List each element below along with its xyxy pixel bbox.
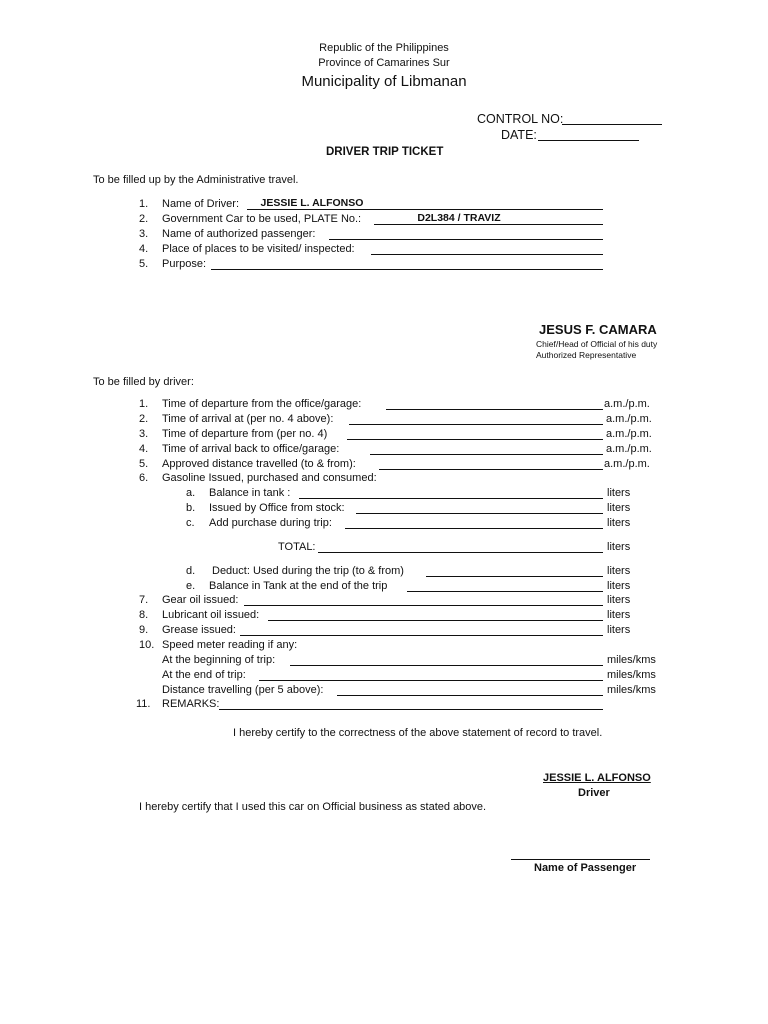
driver-item-num: 5. [139,458,149,470]
purpose-field[interactable] [211,258,603,270]
total-label: TOTAL: [278,541,316,553]
driver-item-num: 2. [139,413,149,425]
admin-item-label: Place of places to be visited/ inspected: [162,243,355,255]
gear-oil-field[interactable] [244,594,603,606]
balance-tank-field[interactable] [299,487,603,499]
driver-item-label: Lubricant oil issued: [162,609,260,621]
driver-item-label: Deduct: Used during the trip (to & from) [212,565,404,577]
arrival-back-field[interactable] [370,443,603,455]
driver-item-num: 3. [139,428,149,440]
meter-begin-field[interactable] [290,654,603,666]
authorizer-role: Authorized Representative [536,350,637,360]
header-province: Province of Camarines Sur [318,57,450,69]
admin-item-label: Name of authorized passenger: [162,228,316,240]
driver-item-label: REMARKS: [162,698,220,710]
header-municipality: Municipality of Libmanan [301,73,467,90]
driver-item-num: a. [186,487,196,499]
driver-certification: I hereby certify to the correctness of the above statement of record to travel. [233,727,603,739]
driver-item-unit: a.m./p.m. [606,428,652,440]
grease-field[interactable] [240,624,603,636]
departure-office-field[interactable] [386,398,603,410]
balance-end-field[interactable] [407,580,603,592]
arrival-field[interactable] [349,413,603,425]
admin-item-num: 1. [139,198,149,210]
driver-item-num: 10. [139,639,155,651]
driver-item-num: d. [186,565,196,577]
driver-item-unit: liters [607,565,631,577]
driver-item-label: Distance travelling (per 5 above): [162,684,324,696]
driver-name-field[interactable] [247,198,603,210]
driver-name-value: JESSIE L. ALFONSO [260,197,364,209]
driver-item-label: Approved distance travelled (to & from): [162,458,356,470]
driver-item-unit: miles/kms [607,669,656,681]
driver-item-label: Time of departure from the office/garage: [162,398,362,410]
date-label: DATE: [501,128,537,142]
lubricant-oil-field[interactable] [268,609,603,621]
driver-item-unit: a.m./p.m. [604,458,650,470]
admin-item-num: 4. [139,243,149,255]
plate-no-field[interactable] [374,213,603,225]
driver-item-label: Issued by Office from stock: [209,502,345,514]
driver-item-label: Gasoline Issued, purchased and consumed: [162,472,377,484]
driver-signature-name: JESSIE L. ALFONSO [543,772,651,784]
admin-item-num: 2. [139,213,149,225]
driver-item-label: Grease issued: [162,624,236,636]
driver-item-num: 6. [139,472,149,484]
driver-item-unit: miles/kms [607,684,656,696]
departure-from-field[interactable] [347,428,603,440]
header-republic: Republic of the Philippines [319,42,449,54]
distance-field[interactable] [379,458,603,470]
driver-item-num: c. [186,517,195,529]
driver-item-unit: liters [607,487,631,499]
admin-intro: To be filled up by the Administrative travel. [93,174,299,186]
driver-item-unit: a.m./p.m. [604,398,650,410]
driver-item-label: Balance in Tank at the end of the trip [209,580,388,592]
driver-item-unit: miles/kms [607,654,656,666]
admin-item-label: Purpose: [162,258,207,270]
driver-item-unit: liters [607,580,631,592]
date-field[interactable] [538,129,639,141]
driver-signature-role: Driver [578,787,610,799]
driver-item-label: Time of arrival back to office/garage: [162,443,340,455]
driver-item-unit: liters [607,502,631,514]
driver-item-num: 7. [139,594,149,606]
driver-item-num: 11. [136,698,151,710]
remarks-field[interactable] [219,698,603,710]
admin-item-label: Name of Driver: [162,198,240,210]
driver-intro: To be filled by driver: [93,376,194,388]
driver-item-num: e. [186,580,196,592]
meter-end-field[interactable] [259,669,603,681]
driver-item-unit: liters [607,541,631,553]
driver-item-num: b. [186,502,196,514]
driver-item-label: At the end of trip: [162,669,246,681]
driver-item-num: 1. [139,398,149,410]
control-no-field[interactable] [562,113,662,125]
driver-item-label: Time of arrival at (per no. 4 above): [162,413,334,425]
passenger-signature-line[interactable] [511,848,650,860]
passenger-signature-label: Name of Passenger [534,862,637,874]
total-field[interactable] [318,541,603,553]
driver-item-label: Time of departure from (per no. 4) [162,428,328,440]
add-purchase-field[interactable] [345,517,603,529]
driver-item-num: 9. [139,624,149,636]
admin-item-num: 5. [139,258,149,270]
driver-item-unit: liters [607,517,631,529]
driver-item-unit: a.m./p.m. [606,443,652,455]
plate-no-value: D2L384 / TRAVIZ [417,212,501,224]
admin-item-label: Government Car to be used, PLATE No.: [162,213,362,225]
authorizer-name: JESUS F. CAMARA [539,322,657,337]
authorizer-title: Chief/Head of Official of his duty [536,339,658,349]
driver-item-label: Balance in tank : [209,487,291,499]
issued-stock-field[interactable] [356,502,603,514]
deduct-field[interactable] [426,565,603,577]
control-no-label: CONTROL NO: [477,112,564,126]
driver-item-unit: liters [607,594,631,606]
driver-item-unit: liters [607,624,631,636]
driver-item-label: Add purchase during trip: [209,517,332,529]
passenger-certification: I hereby certify that I used this car on Official business as stated above. [139,801,487,813]
page-title: DRIVER TRIP TICKET [326,146,444,158]
driver-item-num: 8. [139,609,149,621]
driver-item-label: Gear oil issued: [162,594,239,606]
driver-item-num: 4. [139,443,149,455]
places-field[interactable] [371,243,603,255]
driver-item-unit: a.m./p.m. [606,413,652,425]
passenger-field[interactable] [329,228,603,240]
admin-item-num: 3. [139,228,149,240]
driver-item-label: Speed meter reading if any: [162,639,298,651]
driver-item-unit: liters [607,609,631,621]
driver-item-label: At the beginning of trip: [162,654,276,666]
distance-travel-field[interactable] [337,684,603,696]
